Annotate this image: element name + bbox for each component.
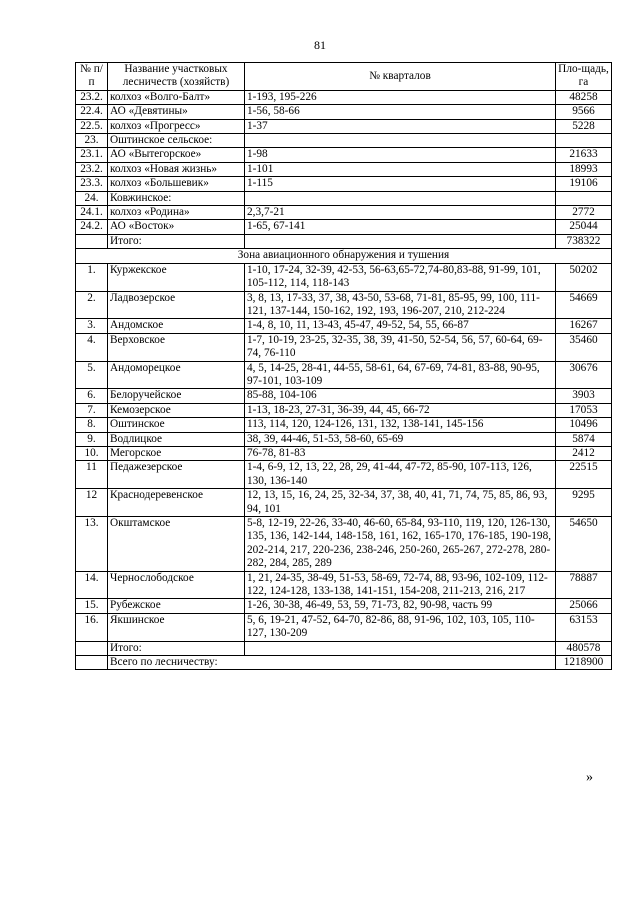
num-cell: 13. (76, 517, 108, 572)
num-cell: 24.2. (76, 220, 108, 234)
quarters-cell: 38, 39, 44-46, 51-53, 58-60, 65-69 (245, 432, 556, 446)
area-cell: 19106 (556, 177, 612, 191)
name-cell: Окштамское (108, 517, 245, 572)
name-cell: колхоз «Большевик» (108, 177, 245, 191)
table-row (76, 517, 612, 572)
num-cell: 23.3. (76, 177, 108, 191)
area-cell: 9566 (556, 105, 612, 119)
closing-quote: » (586, 770, 593, 785)
forestry-table (75, 62, 612, 670)
table-row (76, 291, 612, 319)
name-cell: колхоз «Новая жизнь» (108, 162, 245, 176)
area-cell: 9295 (556, 489, 612, 517)
area-cell: 48258 (556, 90, 612, 104)
name-cell: Педажезерское (108, 461, 245, 489)
subtotal-quarters-cell (245, 641, 556, 655)
grand-total-area: 1218900 (556, 656, 612, 670)
grand-total-num-cell (76, 656, 108, 670)
quarters-cell: 1-4, 8, 10, 11, 13-43, 45-47, 49-52, 54, 55, 66-87 (245, 319, 556, 333)
area-cell: 78887 (556, 571, 612, 599)
num-cell: 15. (76, 599, 108, 613)
area-cell: 21633 (556, 148, 612, 162)
table-row (76, 220, 612, 234)
grand-total-row (76, 656, 612, 670)
name-cell: колхоз «Родина» (108, 206, 245, 220)
table-row (76, 177, 612, 191)
num-cell: 23.2. (76, 162, 108, 176)
area-cell: 25044 (556, 220, 612, 234)
quarters-cell: 1, 21, 24-35, 38-49, 51-53, 58-69, 72-74, 88, 93-96, 102-109, 112-122, 124-128, 133-138, 141-151, 154-208, 211-213, 216, 217 (245, 571, 556, 599)
area-cell: 50202 (556, 263, 612, 291)
num-cell: 7. (76, 403, 108, 417)
table-row (76, 599, 612, 613)
name-cell: Андоморецкое (108, 361, 245, 389)
quarters-cell: 1-56, 58-66 (245, 105, 556, 119)
zone-title-row (76, 249, 612, 263)
table-body-zone (76, 263, 612, 641)
name-cell: Краснодеревенское (108, 489, 245, 517)
name-cell: колхоз «Волго-Балт» (108, 90, 245, 104)
quarters-cell: 5-8, 12-19, 22-26, 33-40, 46-60, 65-84, 93-110, 119, 120, 126-130, 135, 136, 142-144, 148-158, 161, 162, 165-170, 176-185, 190-198, 202-214, 217, 220-236, 238-246, 250-260, 265-267, 272-278, 280-282, 284, 285, 289 (245, 517, 556, 572)
name-cell: Оштинское (108, 418, 245, 432)
num-cell: 6. (76, 389, 108, 403)
area-cell (556, 191, 612, 205)
quarters-cell: 5, 6, 19-21, 47-52, 64-70, 82-86, 88, 91-96, 102, 103, 105, 110-127, 130-209 (245, 613, 556, 641)
num-cell: 2. (76, 291, 108, 319)
page-number: 81 (314, 38, 326, 52)
area-cell: 22515 (556, 461, 612, 489)
quarters-cell: 76-78, 81-83 (245, 446, 556, 460)
quarters-cell: 1-13, 18-23, 27-31, 36-39, 44, 45, 66-72 (245, 403, 556, 417)
area-cell: 18993 (556, 162, 612, 176)
table-row (76, 461, 612, 489)
quarters-cell: 1-65, 67-141 (245, 220, 556, 234)
table-row (76, 191, 612, 205)
quarters-cell: 1-10, 17-24, 32-39, 42-53, 56-63,65-72,74-80,83-88, 91-99, 101, 105-112, 114, 118-143 (245, 263, 556, 291)
area-cell: 10496 (556, 418, 612, 432)
table-row (76, 418, 612, 432)
name-cell: Белоручейское (108, 389, 245, 403)
num-cell: 23.2. (76, 90, 108, 104)
area-cell: 5874 (556, 432, 612, 446)
area-cell: 17053 (556, 403, 612, 417)
name-cell: Ладвозерское (108, 291, 245, 319)
area-cell: 25066 (556, 599, 612, 613)
name-cell: Оштинское сельское: (108, 134, 245, 148)
name-cell: Якшинское (108, 613, 245, 641)
table-row (76, 148, 612, 162)
quarters-cell: 1-115 (245, 177, 556, 191)
quarters-cell (245, 191, 556, 205)
num-cell: 24. (76, 191, 108, 205)
quarters-cell: 113, 114, 120, 124-126, 131, 132, 138-141, 145-156 (245, 418, 556, 432)
name-cell: Ковжинское: (108, 191, 245, 205)
num-cell: 1. (76, 263, 108, 291)
num-cell: 4. (76, 333, 108, 361)
quarters-cell: 1-37 (245, 119, 556, 133)
area-cell: 54669 (556, 291, 612, 319)
area-cell: 3903 (556, 389, 612, 403)
quarters-cell: 1-98 (245, 148, 556, 162)
quarters-cell: 1-26, 30-38, 46-49, 53, 59, 71-73, 82, 90-98, часть 99 (245, 599, 556, 613)
header-num: № п/п (76, 63, 108, 91)
area-cell: 2772 (556, 206, 612, 220)
table-row (76, 361, 612, 389)
subtotal-quarters-cell (245, 234, 556, 248)
quarters-cell (245, 134, 556, 148)
num-cell: 23.1. (76, 148, 108, 162)
num-cell: 11 (76, 461, 108, 489)
subtotal-num-cell (76, 641, 108, 655)
subtotal-row (76, 234, 612, 248)
subtotal-num-cell (76, 234, 108, 248)
table-row (76, 319, 612, 333)
num-cell: 12 (76, 489, 108, 517)
area-cell: 16267 (556, 319, 612, 333)
name-cell: Андомское (108, 319, 245, 333)
table-row (76, 389, 612, 403)
table-row (76, 263, 612, 291)
table-row (76, 403, 612, 417)
num-cell: 10. (76, 446, 108, 460)
header-name: Название участковых лесничеств (хозяйств) (108, 63, 245, 91)
table-row (76, 134, 612, 148)
name-cell: АО «Вытегорское» (108, 148, 245, 162)
area-cell: 2412 (556, 446, 612, 460)
num-cell: 3. (76, 319, 108, 333)
table-header-row (76, 63, 612, 91)
subtotal-area: 738322 (556, 234, 612, 248)
table-row (76, 489, 612, 517)
name-cell: АО «Восток» (108, 220, 245, 234)
header-area: Пло-щадь, га (556, 63, 612, 91)
table-row (76, 162, 612, 176)
table-row (76, 613, 612, 641)
area-cell: 63153 (556, 613, 612, 641)
name-cell: Рубежское (108, 599, 245, 613)
table-body-top (76, 90, 612, 234)
area-cell: 54650 (556, 517, 612, 572)
totals-section (76, 641, 612, 670)
quarters-cell: 12, 13, 15, 16, 24, 25, 32-34, 37, 38, 40, 41, 71, 74, 75, 85, 86, 93, 94, 101 (245, 489, 556, 517)
name-cell: Чернослободское (108, 571, 245, 599)
grand-total-label: Всего по лесничеству: (108, 656, 556, 670)
num-cell: 9. (76, 432, 108, 446)
header-quarters: № кварталов (245, 63, 556, 91)
table-row (76, 333, 612, 361)
name-cell: Водлицкое (108, 432, 245, 446)
area-cell: 30676 (556, 361, 612, 389)
num-cell: 14. (76, 571, 108, 599)
name-cell: АО «Девятины» (108, 105, 245, 119)
quarters-cell: 3, 8, 13, 17-33, 37, 38, 43-50, 53-68, 71-81, 85-95, 99, 100, 111-121, 137-144, 150-162, 192, 193, 196-207, 210, 212-224 (245, 291, 556, 319)
table-row (76, 432, 612, 446)
table-row (76, 105, 612, 119)
num-cell: 23. (76, 134, 108, 148)
subtotal-1-section (76, 234, 612, 263)
subtotal-row (76, 641, 612, 655)
name-cell: Куржекское (108, 263, 245, 291)
table-row (76, 119, 612, 133)
table-row (76, 446, 612, 460)
table-row (76, 206, 612, 220)
name-cell: Кемозерское (108, 403, 245, 417)
quarters-cell: 1-7, 10-19, 23-25, 32-35, 38, 39, 41-50, 52-54, 56, 57, 60-64, 69-74, 76-110 (245, 333, 556, 361)
name-cell: колхоз «Прогресс» (108, 119, 245, 133)
quarters-cell: 4, 5, 14-25, 28-41, 44-55, 58-61, 64, 67-69, 74-81, 83-88, 90-95, 97-101, 103-109 (245, 361, 556, 389)
subtotal-label: Итого: (108, 234, 245, 248)
area-cell: 35460 (556, 333, 612, 361)
table-row (76, 571, 612, 599)
quarters-cell: 1-4, 6-9, 12, 13, 22, 28, 29, 41-44, 47-72, 85-90, 107-113, 126, 130, 136-140 (245, 461, 556, 489)
subtotal-label: Итого: (108, 641, 245, 655)
name-cell: Верховское (108, 333, 245, 361)
num-cell: 24.1. (76, 206, 108, 220)
area-cell: 5228 (556, 119, 612, 133)
num-cell: 16. (76, 613, 108, 641)
area-cell (556, 134, 612, 148)
num-cell: 8. (76, 418, 108, 432)
num-cell: 22.5. (76, 119, 108, 133)
num-cell: 5. (76, 361, 108, 389)
quarters-cell: 2,3,7-21 (245, 206, 556, 220)
quarters-cell: 1-101 (245, 162, 556, 176)
quarters-cell: 1-193, 195-226 (245, 90, 556, 104)
table-row (76, 90, 612, 104)
subtotal-area: 480578 (556, 641, 612, 655)
name-cell: Мегорское (108, 446, 245, 460)
zone-title: Зона авиационного обнаружения и тушения (76, 249, 612, 263)
quarters-cell: 85-88, 104-106 (245, 389, 556, 403)
num-cell: 22.4. (76, 105, 108, 119)
